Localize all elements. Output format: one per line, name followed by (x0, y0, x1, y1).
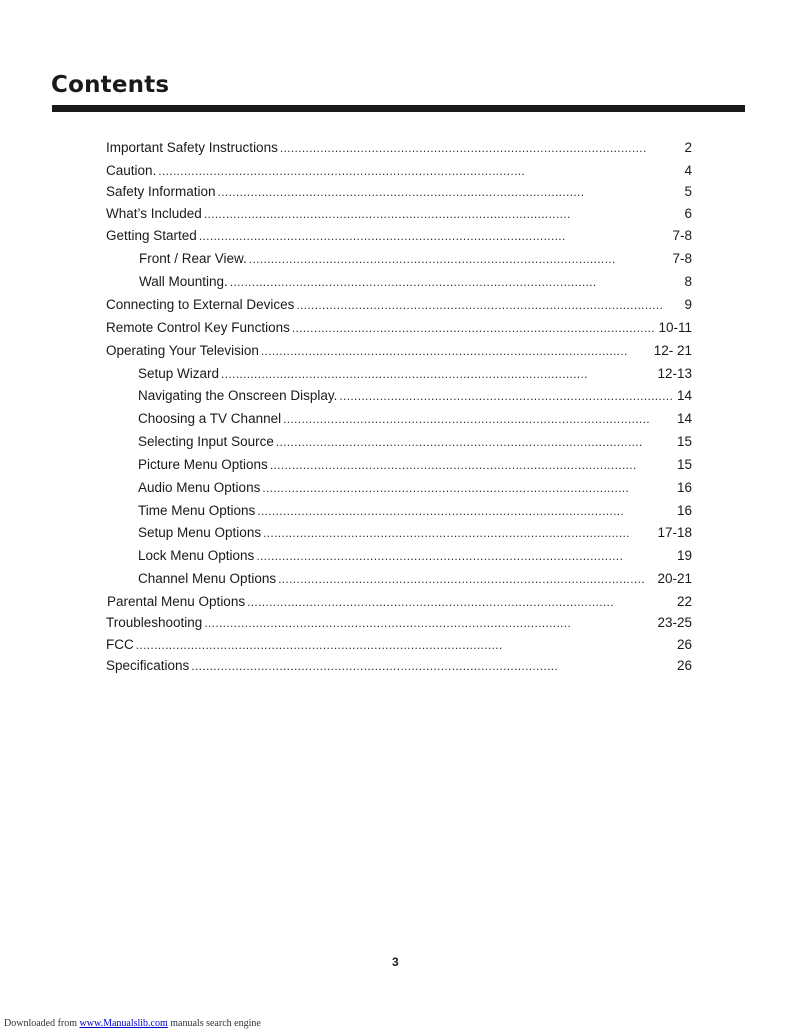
toc-leader-dots (263, 524, 653, 542)
toc-entry-connecting-devices[interactable] (106, 296, 692, 314)
toc-label: Choosing a TV Channel (138, 411, 282, 426)
toc-page-number: 2 (684, 140, 692, 155)
toc-entry-front-rear-view[interactable] (139, 250, 692, 268)
toc-page-number: 22 (676, 594, 692, 609)
toc-label: Selecting Input Source (138, 434, 274, 449)
toc-leader-dots (249, 250, 669, 268)
toc-entry-channel-menu[interactable] (138, 570, 692, 588)
toc-entry-time-menu[interactable] (138, 502, 692, 520)
toc-leader-dots (276, 433, 673, 451)
toc-leader-dots (257, 502, 673, 520)
toc-label: Wall Mounting. (139, 274, 228, 289)
toc-page-number: 14 (676, 388, 692, 403)
toc-leader-dots (204, 205, 681, 223)
toc-label: Troubleshooting (106, 615, 203, 630)
toc-entry-fcc[interactable] (106, 636, 692, 654)
toc-page-number: 20-21 (657, 571, 692, 586)
toc-leader-dots (204, 614, 653, 632)
toc-entry-specifications[interactable] (106, 657, 692, 675)
toc-entry-picture-menu[interactable] (138, 456, 692, 474)
toc-entry-choosing-channel[interactable] (138, 410, 692, 428)
toc-leader-dots (261, 342, 650, 360)
toc-entry-wall-mounting[interactable] (139, 273, 692, 291)
toc-leader-dots (230, 273, 681, 291)
toc-label: Navigating the Onscreen Display. (138, 388, 338, 403)
toc-entry-safety-information[interactable] (106, 183, 692, 201)
toc-page-number: 7-8 (672, 228, 692, 243)
toc-label: Specifications (106, 658, 190, 673)
toc-entry-setup-wizard[interactable] (138, 365, 692, 383)
toc-label: Safety Information (106, 184, 216, 199)
toc-leader-dots (339, 387, 673, 405)
toc-page-number: 26 (676, 637, 692, 652)
toc-label: Setup Wizard (138, 366, 220, 381)
toc-leader-dots (247, 593, 673, 611)
page-number: 3 (392, 955, 399, 969)
toc-label: Picture Menu Options (138, 457, 268, 472)
toc-page-number: 7-8 (672, 251, 692, 266)
toc-page-number: 16 (676, 503, 692, 518)
toc-label: Front / Rear View. (139, 251, 247, 266)
toc-label: What’s Included (106, 206, 202, 221)
toc-page-number: 17-18 (657, 525, 692, 540)
toc-page-number: 12-13 (657, 366, 692, 381)
toc-page-number: 16 (676, 480, 692, 495)
toc-leader-dots (283, 410, 673, 428)
toc-entry-selecting-input[interactable] (138, 433, 692, 451)
toc-label: Audio Menu Options (138, 480, 261, 495)
download-footer (4, 1018, 261, 1029)
toc-label: Lock Menu Options (138, 548, 255, 563)
toc-label: Remote Control Key Functions (106, 320, 290, 335)
toc-label: Caution. (106, 163, 157, 178)
page-title: Contents (51, 72, 170, 98)
toc-entry-troubleshooting[interactable] (106, 614, 692, 632)
toc-page-number: 14 (676, 411, 692, 426)
toc-entry-audio-menu[interactable] (138, 479, 692, 497)
toc-page-number: 4 (684, 163, 692, 178)
toc-page-number: 5 (684, 184, 692, 199)
toc-label: Channel Menu Options (138, 571, 277, 586)
toc-label: Connecting to External Devices (106, 297, 295, 312)
toc-page-number: 15 (676, 457, 692, 472)
toc-leader-dots (221, 365, 653, 383)
toc-label: Parental Menu Options (107, 594, 246, 609)
toc-entry-navigating-onscreen[interactable] (138, 387, 692, 405)
toc-page-number: 19 (676, 548, 692, 563)
footer-prefix: Downloaded from (4, 1018, 78, 1029)
toc-label: Important Safety Instructions (106, 140, 278, 155)
toc-leader-dots (256, 547, 673, 565)
toc-page-number: 6 (684, 206, 692, 221)
toc-page-number: 26 (676, 658, 692, 673)
toc-leader-dots (158, 162, 680, 180)
toc-page-number: 23-25 (657, 615, 692, 630)
toc-label: Setup Menu Options (138, 525, 262, 540)
toc-entry-important-safety[interactable] (106, 139, 692, 157)
toc-page-number: 10-11 (658, 320, 692, 335)
manualslib-link[interactable]: www.Manualslib.com (79, 1018, 168, 1029)
toc-label: Time Menu Options (138, 503, 256, 518)
toc-label: Getting Started (106, 228, 197, 243)
toc-entry-setup-menu[interactable] (138, 524, 692, 542)
toc-leader-dots (292, 319, 655, 337)
toc-label: FCC (106, 637, 134, 652)
toc-leader-dots (218, 183, 681, 201)
toc-page-number: 15 (676, 434, 692, 449)
toc-leader-dots (278, 570, 653, 588)
toc-leader-dots (296, 296, 680, 314)
toc-leader-dots (136, 636, 673, 654)
toc-entry-parental-menu[interactable] (107, 593, 692, 611)
toc-entry-getting-started[interactable] (106, 227, 692, 245)
toc-entry-caution[interactable] (106, 162, 692, 180)
toc-leader-dots (262, 479, 673, 497)
toc-leader-dots (191, 657, 673, 675)
toc-entry-lock-menu[interactable] (138, 547, 692, 565)
toc-page-number: 8 (684, 274, 692, 289)
toc-leader-dots (270, 456, 673, 474)
toc-leader-dots (199, 227, 669, 245)
toc-entry-operating-television[interactable] (106, 342, 692, 360)
toc-entry-whats-included[interactable] (106, 205, 692, 223)
toc-label: Operating Your Television (106, 343, 259, 358)
toc-entry-remote-control[interactable] (106, 319, 692, 337)
footer-suffix: manuals search engine (170, 1018, 261, 1029)
toc-leader-dots (280, 139, 681, 157)
toc-page-number: 9 (684, 297, 692, 312)
toc-page-number: 12- 21 (653, 343, 692, 358)
